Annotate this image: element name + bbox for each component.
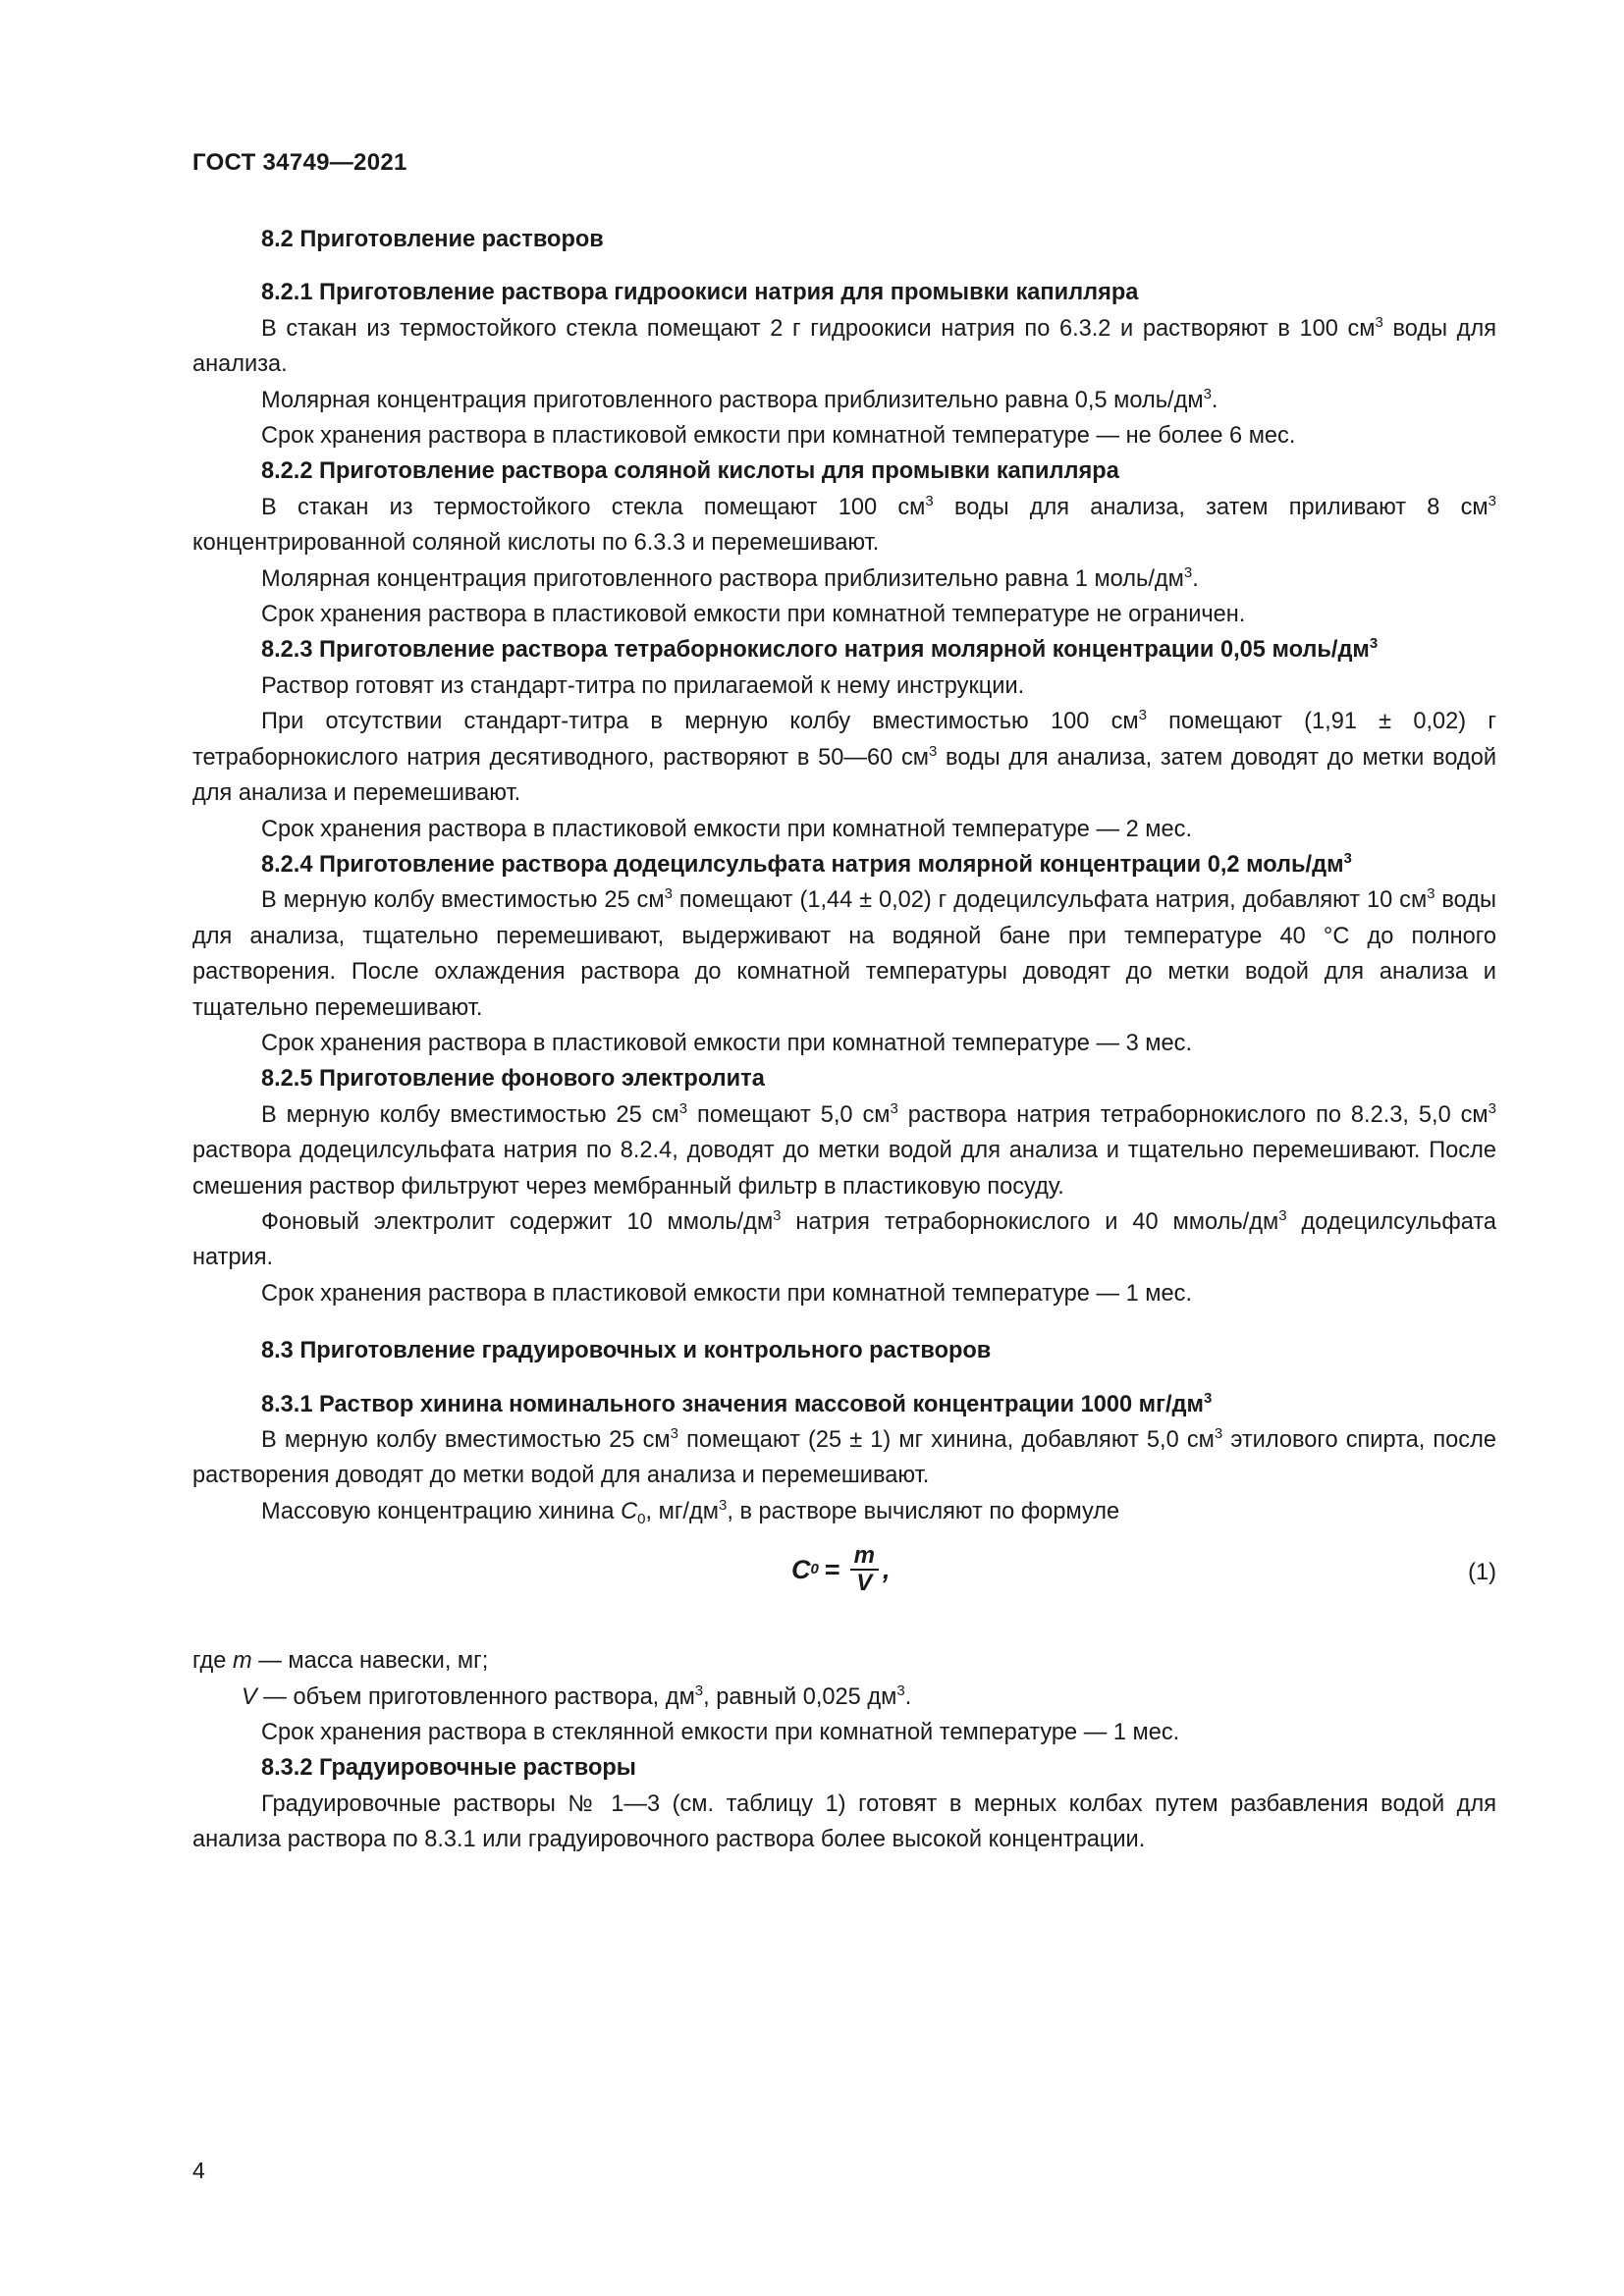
paragraph: В мерную колбу вместимостью 25 $см^3$ помещают (25 ± 1) мг хинина, добавляют 5,0 $см^3$ этилового спирта, после растворения доводят до метки водой для анализа и перемешивают.	[192, 1425, 1496, 1489]
formula-equals: =	[824, 1555, 840, 1585]
formula: C 0 = $\frac{m}{V}$ ,	[791, 1542, 891, 1597]
paragraph: В стакан из термостойкого стекла помещают 100 $см^3$ воды для анализа, затем приливают 8 $см^3$ концентрированной соляной кислоты по 6.3.3 и перемешивают.	[192, 492, 1496, 557]
formula-fraction	[850, 1543, 879, 1596]
paragraph: В мерную колбу вместимостью 25 $см^3$ помещают (1,44 ± 0,02) г додецилсульфата натрия, добавляют 10 $см^3$ воды для анализа, тщательно перемешивают, выдерживают на водяной бане при температуре 40 °С до полного растворения. После охлаждения раствора до комнатной температуры доводят до метки водой для анализа и тщательно перемешивают.	[192, 885, 1497, 1021]
paragraph: Срок хранения раствора в пластиковой емкости при комнатной температуре — 1 мес.	[261, 1280, 1193, 1307]
formula-numerator: m	[850, 1543, 879, 1571]
paragraph: В мерную колбу вместимостью 25 $см^3$ помещают 5,0 $см^3$ раствора натрия тетраборнокислого по 8.2.3, 5,0 $см^3$ раствора додецилсульфата натрия по 8.2.4, доводят до метки водой для анализа и тщательно перемешивают. После смешения раствор фильтруют через мембранный фильтр в пластиковую посуду.	[192, 1099, 1496, 1200]
paragraph: При отсутствии стандарт-титра в мерную колбу вместимостью 100 $см^3$ помещают (1,91 ± 0,02) г тетраборнокислого натрия десятиводного, растворяют в 50—60 $см^3$ воды для анализа, затем доводят до метки водой для анализа и перемешивают.	[192, 707, 1496, 807]
paragraph: Раствор готовят из стандарт-титра по прилагаемой к нему инструкции.	[261, 672, 1025, 699]
formula-block	[192, 1541, 1496, 1643]
formula-trailing-comma: ,	[882, 1555, 891, 1585]
where-line-m: где m — масса навески, мг;	[192, 1648, 489, 1675]
page-body	[192, 222, 1496, 1858]
paragraph: Срок хранения раствора в пластиковой емкости при комнатной температуре — 2 мес.	[261, 816, 1193, 842]
page-number: 4	[192, 2158, 205, 2183]
paragraph: Срок хранения раствора в пластиковой емкости при комнатной температуре — 3 мес.	[261, 1030, 1193, 1056]
where-line-v: V — объем приготовленного раствора, $дм^3$, равный 0,025 $дм^3$.	[242, 1682, 912, 1710]
paragraph: Срок хранения раствора в пластиковой емкости при комнатной температуре не ограничен.	[261, 602, 1246, 628]
paragraph: Молярная концентрация приготовленного раствора приблизительно равна 1 моль/$дм^3$.	[261, 563, 1199, 592]
paragraph: Градуировочные растворы № 1—3 (см. таблицу 1) готовят в мерных колбах путем разбавления водой для анализа раствора по 8.3.1 или градуировочного раствора более высокой концентрации.	[192, 1790, 1496, 1853]
paragraph: Молярная концентрация приготовленного раствора приблизительно равна 0,5 моль/$дм^3$.	[261, 385, 1218, 413]
section-8-3-1-title: 8.3.1 Раствор хинина номинального значения массовой концентрации 1000 $мг/дм^3$	[261, 1389, 1213, 1417]
section-8-3-2-title: 8.3.2 Градуировочные растворы	[261, 1755, 636, 1782]
section-8-3-title: 8.3 Приготовление градуировочных и контрольного растворов	[261, 1338, 992, 1364]
formula-number: (1)	[1468, 1560, 1496, 1586]
paragraph: Срок хранения раствора в стеклянной емкости при комнатной температуре — 1 мес.	[261, 1720, 1180, 1746]
paragraph: Фоновый электролит содержит 10 ммоль/$дм^3$ натрия тетраборнокислого и 40 ммоль/$дм^3$ додецилсульфата натрия.	[192, 1206, 1496, 1271]
paragraph: В стакан из термостойкого стекла помещают 2 г гидроокиси натрия по 6.3.2 и растворяют в 100 $см^3$ воды для анализа.	[192, 313, 1496, 378]
formula-lhs: C	[791, 1555, 811, 1585]
section-8-2-2-title: 8.2.2 Приготовление раствора соляной кислоты для промывки капилляра	[261, 458, 1119, 485]
section-8-2-3-title: 8.2.3 Приготовление раствора тетраборнокислого натрия молярной концентрации 0,05 моль/$дм^3$	[261, 635, 1379, 664]
formula-denominator: V	[856, 1570, 873, 1597]
section-8-2-title: 8.2 Приготовление растворов	[261, 227, 604, 252]
section-8-2-5-title: 8.2.5 Приготовление фонового электролита	[261, 1066, 765, 1093]
document-header: ГОСТ 34749—2021	[192, 149, 407, 176]
section-8-2-4-title: 8.2.4 Приготовление раствора додецилсульфата натрия молярной концентрации 0,2 моль/$дм^3$	[261, 849, 1352, 878]
section-8-2-1-title: 8.2.1 Приготовление раствора гидроокиси натрия для промывки капилляра	[261, 280, 1139, 306]
paragraph: Массовую концентрацию хинина $C_0$, $мг/дм^3$, в растворе вычисляют по формуле	[261, 1496, 1120, 1527]
paragraph: Срок хранения раствора в пластиковой емкости при комнатной температуре — не более 6 мес.	[261, 423, 1296, 450]
